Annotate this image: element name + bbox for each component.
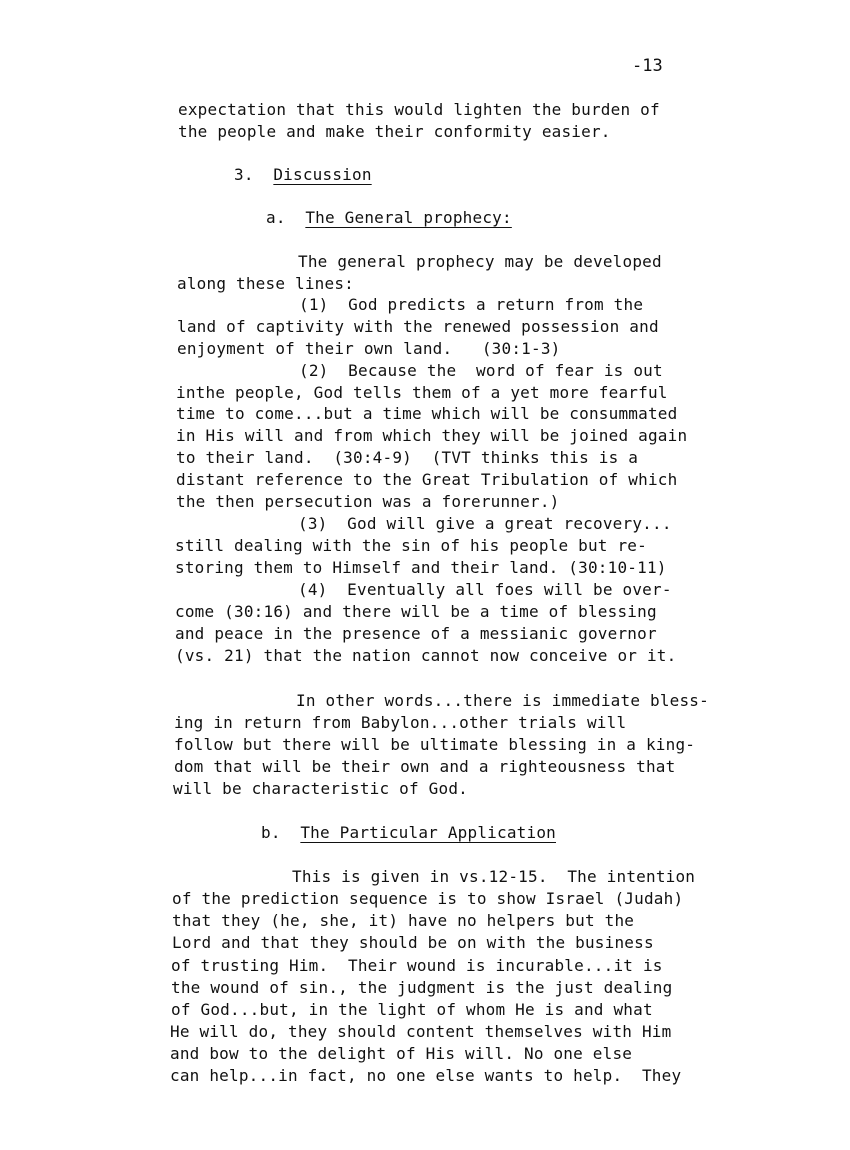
para-a-line: inthe people, God tells them of a yet more fearful xyxy=(176,383,668,402)
para-b-line: can help...in fact, no one else wants to help. They xyxy=(170,1066,682,1085)
para-a-line: still dealing with the sin of his people but re- xyxy=(175,536,647,555)
para-summary-line: In other words...there is immediate bless- xyxy=(296,691,709,710)
para-b-line: that they (he, she, it) have no helpers but the xyxy=(172,911,635,930)
para-b-line: and bow to the delight of His will. No one else xyxy=(170,1044,633,1063)
section-3-heading xyxy=(234,164,372,186)
intro-line-2: the people and make their conformity easier. xyxy=(178,122,611,141)
para-a-line: (3) God will give a great recovery... xyxy=(298,514,672,533)
section-a-title: The General prophecy: xyxy=(305,208,512,227)
para-a-line: enjoyment of their own land. (30:1-3) xyxy=(177,339,561,358)
para-a-line: (2) Because the word of fear is out xyxy=(299,361,663,380)
para-a-line: along these lines: xyxy=(177,274,354,293)
para-a-line: in His will and from which they will be joined again xyxy=(176,426,688,445)
para-a-line: to their land. (30:4-9) (TVT thinks this is a xyxy=(176,448,639,467)
section-a-letter: a. xyxy=(266,208,286,227)
para-summary-line: ing in return from Babylon...other trials will xyxy=(174,713,627,732)
para-b-line: This is given in vs.12-15. The intention xyxy=(292,867,696,886)
para-a-line: (4) Eventually all foes will be over- xyxy=(298,580,672,599)
section-a-heading xyxy=(266,207,512,229)
section-b-heading xyxy=(261,822,556,844)
para-a-line: (vs. 21) that the nation cannot now conceive or it. xyxy=(175,646,677,665)
para-a-line: and peace in the presence of a messianic governor xyxy=(175,624,657,643)
para-a-line: time to come...but a time which will be consummated xyxy=(176,404,678,423)
para-a-line: storing them to Himself and their land. (30:10-11) xyxy=(175,558,667,577)
para-summary-line: dom that will be their own and a righteousness that xyxy=(174,757,676,776)
para-a-line: the then persecution was a forerunner.) xyxy=(176,492,560,511)
section-3-title: Discussion xyxy=(273,165,372,184)
section-3-number: 3. xyxy=(234,165,254,184)
para-summary-line: follow but there will be ultimate blessing in a king- xyxy=(174,735,696,754)
para-a-line: come (30:16) and there will be a time of blessing xyxy=(175,602,657,621)
para-b-line: Lord and that they should be on with the business xyxy=(172,933,654,952)
para-a-line: land of captivity with the renewed possession and xyxy=(177,317,659,336)
intro-line-1: expectation that this would lighten the burden of xyxy=(178,100,660,119)
para-b-line: of trusting Him. Their wound is incurable...it is xyxy=(171,956,663,975)
para-a-line: The general prophecy may be developed xyxy=(298,252,662,271)
section-b-title: The Particular Application xyxy=(300,823,556,842)
para-a-line: distant reference to the Great Tribulation of which xyxy=(176,470,678,489)
section-b-letter: b. xyxy=(261,823,281,842)
page-number: -13 xyxy=(632,56,663,76)
para-b-line: He will do, they should content themselves with Him xyxy=(170,1022,672,1041)
para-b-line: the wound of sin., the judgment is the just dealing xyxy=(171,978,673,997)
para-b-line: of the prediction sequence is to show Israel (Judah) xyxy=(172,889,684,908)
para-summary-line: will be characteristic of God. xyxy=(173,779,468,798)
para-b-line: of God...but, in the light of whom He is and what xyxy=(171,1000,653,1019)
para-a-line: (1) God predicts a return from the xyxy=(299,295,644,314)
